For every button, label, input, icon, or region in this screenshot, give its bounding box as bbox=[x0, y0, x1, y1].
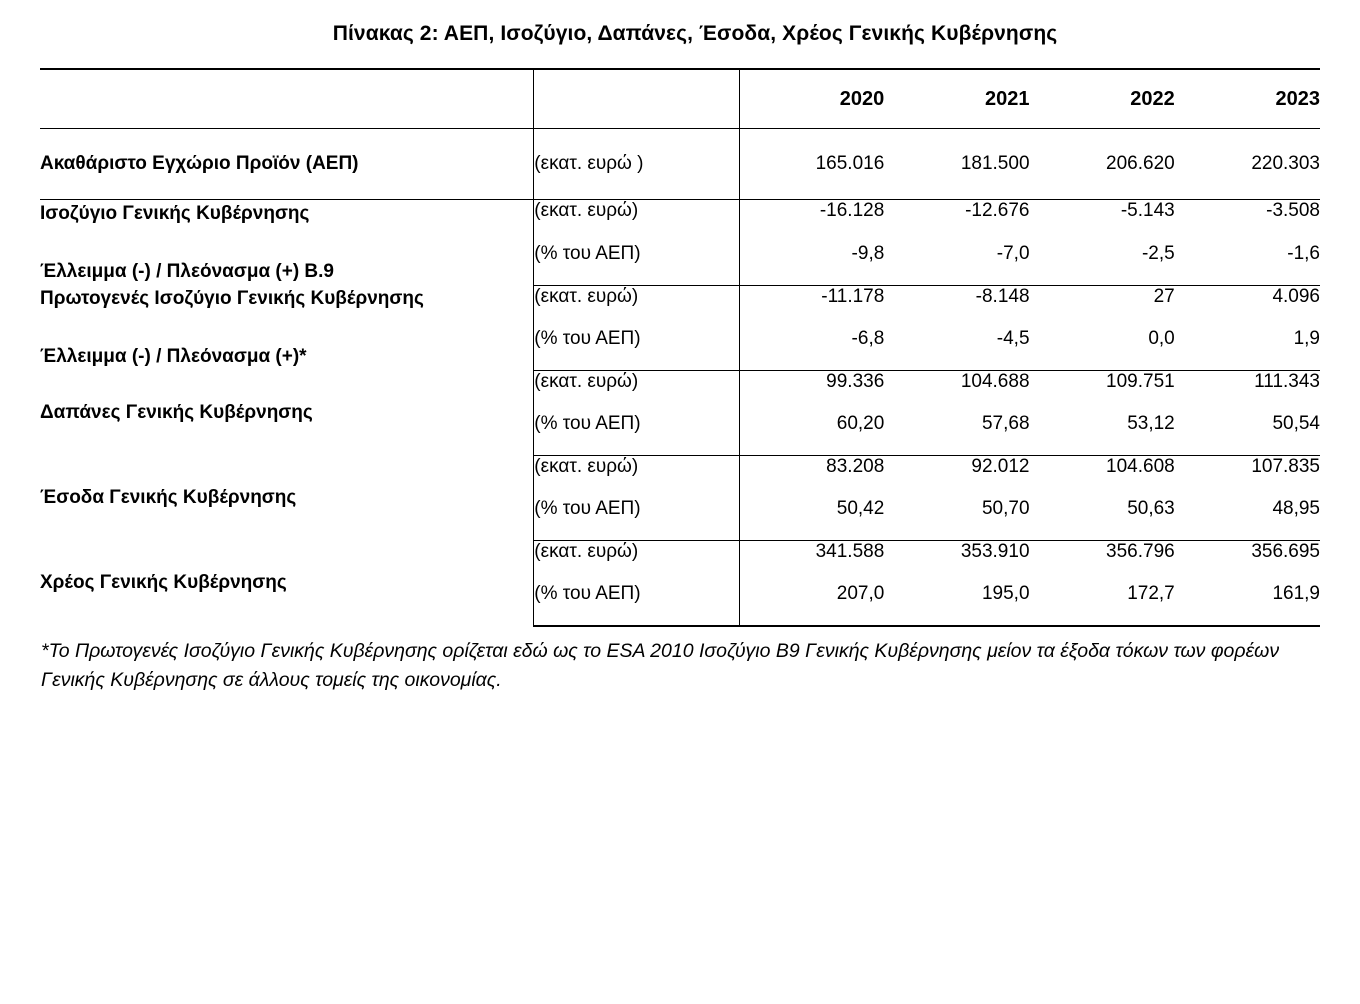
cell-debt-pct-2021: 195,0 bbox=[884, 563, 1029, 626]
cell-balance-eur-2021: -12.676 bbox=[965, 200, 1030, 222]
cell-gdp-2020: 165.016 bbox=[739, 129, 884, 200]
row-label-balance bbox=[40, 200, 534, 286]
cell-debt-pct-2022: 172,7 bbox=[1030, 563, 1175, 626]
cell-revenue-eur-2021: 92.012 bbox=[971, 455, 1030, 477]
header-label-cell bbox=[40, 69, 534, 129]
cell-expenditure-eur-2021: 104.688 bbox=[960, 370, 1030, 392]
table-row bbox=[40, 200, 1320, 223]
table-row bbox=[40, 285, 1320, 308]
cell-debt-eur-2020: 341.588 bbox=[815, 540, 885, 562]
cell-debt-eur-2021: 353.910 bbox=[960, 540, 1030, 562]
cell-primary-pct-2022: 0,0 bbox=[1030, 308, 1175, 371]
cell-debt-pct-2020: 207,0 bbox=[739, 563, 884, 626]
document-page bbox=[0, 22, 1360, 1004]
cell-primary-eur-2022: 27 bbox=[1153, 285, 1175, 307]
page-title: Πίνακας 2: ΑΕΠ, Ισοζύγιο, Δαπάνες, Έσοδα, Χρέος Γενικής Κυβέρνησης bbox=[332, 22, 1058, 45]
cell-revenue-pct-2021: 50,70 bbox=[884, 478, 1029, 541]
cell-expenditure-eur-2020: 99.336 bbox=[826, 370, 885, 392]
cell-revenue-eur-2023: 107.835 bbox=[1251, 455, 1320, 477]
cell-balance-pct-2023: -1,6 bbox=[1175, 223, 1320, 286]
row-label-debt-line1: Χρέος Γενικής Κυβέρνησης bbox=[40, 572, 287, 594]
cell-revenue-pct-2020: 50,42 bbox=[739, 478, 884, 541]
table-row bbox=[40, 540, 1320, 563]
row-unit-debt-eur: (εκατ. ευρώ) bbox=[534, 540, 739, 563]
data-table bbox=[40, 68, 1320, 627]
cell-expenditure-eur-2022: 109.751 bbox=[1106, 370, 1175, 392]
cell-primary-pct-2020: -6,8 bbox=[739, 308, 884, 371]
row-unit-primary-pct: (% του ΑΕΠ) bbox=[534, 308, 739, 371]
cell-balance-eur-2022: -5.143 bbox=[1120, 200, 1175, 222]
cell-revenue-eur-2022: 104.608 bbox=[1106, 455, 1175, 477]
row-unit-expenditure-pct: (% του ΑΕΠ) bbox=[534, 393, 739, 456]
row-unit-balance-eur: (εκατ. ευρώ) bbox=[534, 200, 739, 223]
cell-balance-pct-2021: -7,0 bbox=[884, 223, 1029, 286]
cell-revenue-pct-2022: 50,63 bbox=[1030, 478, 1175, 541]
cell-gdp-2021: 181.500 bbox=[884, 129, 1029, 200]
row-label-primary-balance-line1: Πρωτογενές Ισοζύγιο Γενικής Κυβέρνησης bbox=[40, 288, 424, 310]
row-unit-debt-pct: (% του ΑΕΠ) bbox=[534, 563, 739, 626]
row-label-debt bbox=[40, 540, 534, 626]
cell-balance-pct-2020: -9,8 bbox=[739, 223, 884, 286]
cell-balance-eur-2023: -3.508 bbox=[1266, 200, 1320, 222]
cell-revenue-eur-2020: 83.208 bbox=[826, 455, 885, 477]
header-year-2021: 2021 bbox=[884, 69, 1029, 129]
cell-expenditure-eur-2023: 111.343 bbox=[1254, 370, 1320, 392]
table-row bbox=[40, 129, 1320, 200]
cell-expenditure-pct-2023: 50,54 bbox=[1175, 393, 1320, 456]
header-year-2022: 2022 bbox=[1030, 69, 1175, 129]
cell-expenditure-pct-2022: 53,12 bbox=[1030, 393, 1175, 456]
row-unit-balance-pct: (% του ΑΕΠ) bbox=[534, 223, 739, 286]
row-label-primary-balance-line2: Έλλειμμα (-) / Πλεόνασμα (+)* bbox=[40, 345, 307, 367]
cell-gdp-2023: 220.303 bbox=[1175, 129, 1320, 200]
cell-balance-eur-2020: -16.128 bbox=[819, 200, 885, 222]
cell-balance-pct-2022: -2,5 bbox=[1030, 223, 1175, 286]
row-unit-gdp: (εκατ. ευρώ ) bbox=[534, 129, 739, 200]
cell-expenditure-pct-2020: 60,20 bbox=[739, 393, 884, 456]
cell-primary-eur-2021: -8.148 bbox=[975, 285, 1030, 307]
table-row bbox=[40, 455, 1320, 478]
cell-debt-eur-2023: 356.695 bbox=[1251, 540, 1320, 562]
row-label-revenue-line1: Έσοδα Γενικής Κυβέρνησης bbox=[40, 486, 297, 508]
row-label-gdp: Ακαθάριστο Εγχώριο Προϊόν (ΑΕΠ) bbox=[40, 129, 534, 200]
table-row bbox=[40, 370, 1320, 393]
cell-debt-eur-2022: 356.796 bbox=[1106, 540, 1175, 562]
row-label-balance-line1: Ισοζύγιο Γενικής Κυβέρνησης bbox=[40, 203, 310, 224]
table-header-row bbox=[40, 69, 1320, 129]
row-unit-primary-eur: (εκατ. ευρώ) bbox=[534, 285, 739, 308]
row-label-expenditure-line1: Δαπάνες Γενικής Κυβέρνησης bbox=[40, 401, 313, 423]
cell-primary-eur-2023: 4.096 bbox=[1272, 285, 1320, 307]
header-unit-cell bbox=[534, 69, 739, 129]
header-year-2023: 2023 bbox=[1175, 69, 1320, 129]
cell-primary-pct-2023: 1,9 bbox=[1175, 308, 1320, 371]
cell-expenditure-pct-2021: 57,68 bbox=[884, 393, 1029, 456]
table-footnote: *Το Πρωτογενές Ισοζύγιο Γενικής Κυβέρνησης ορίζεται εδώ ως το ESA 2010 Ισοζύγιο Β9 Γενικής Κυβέρνησης μείον τα έξοδα τόκων των φορέων Γενικής Κυβέρνησης σε άλλους τομείς της οικονομίας. bbox=[41, 639, 1280, 691]
cell-revenue-pct-2023: 48,95 bbox=[1175, 478, 1320, 541]
row-label-balance-line2: Έλλειμμα (-) / Πλεόνασμα (+) Β.9 bbox=[40, 260, 334, 282]
row-unit-revenue-eur: (εκατ. ευρώ) bbox=[534, 455, 739, 478]
cell-debt-pct-2023: 161,9 bbox=[1175, 563, 1320, 626]
row-unit-expenditure-eur: (εκατ. ευρώ) bbox=[534, 370, 739, 393]
row-label-revenue bbox=[40, 455, 534, 540]
header-year-2020: 2020 bbox=[739, 69, 884, 129]
cell-primary-pct-2021: -4,5 bbox=[884, 308, 1029, 371]
cell-gdp-2022: 206.620 bbox=[1030, 129, 1175, 200]
row-label-primary-balance bbox=[40, 285, 534, 370]
row-unit-revenue-pct: (% του ΑΕΠ) bbox=[534, 478, 739, 541]
cell-primary-eur-2020: -11.178 bbox=[821, 285, 885, 307]
row-label-expenditure bbox=[40, 370, 534, 455]
